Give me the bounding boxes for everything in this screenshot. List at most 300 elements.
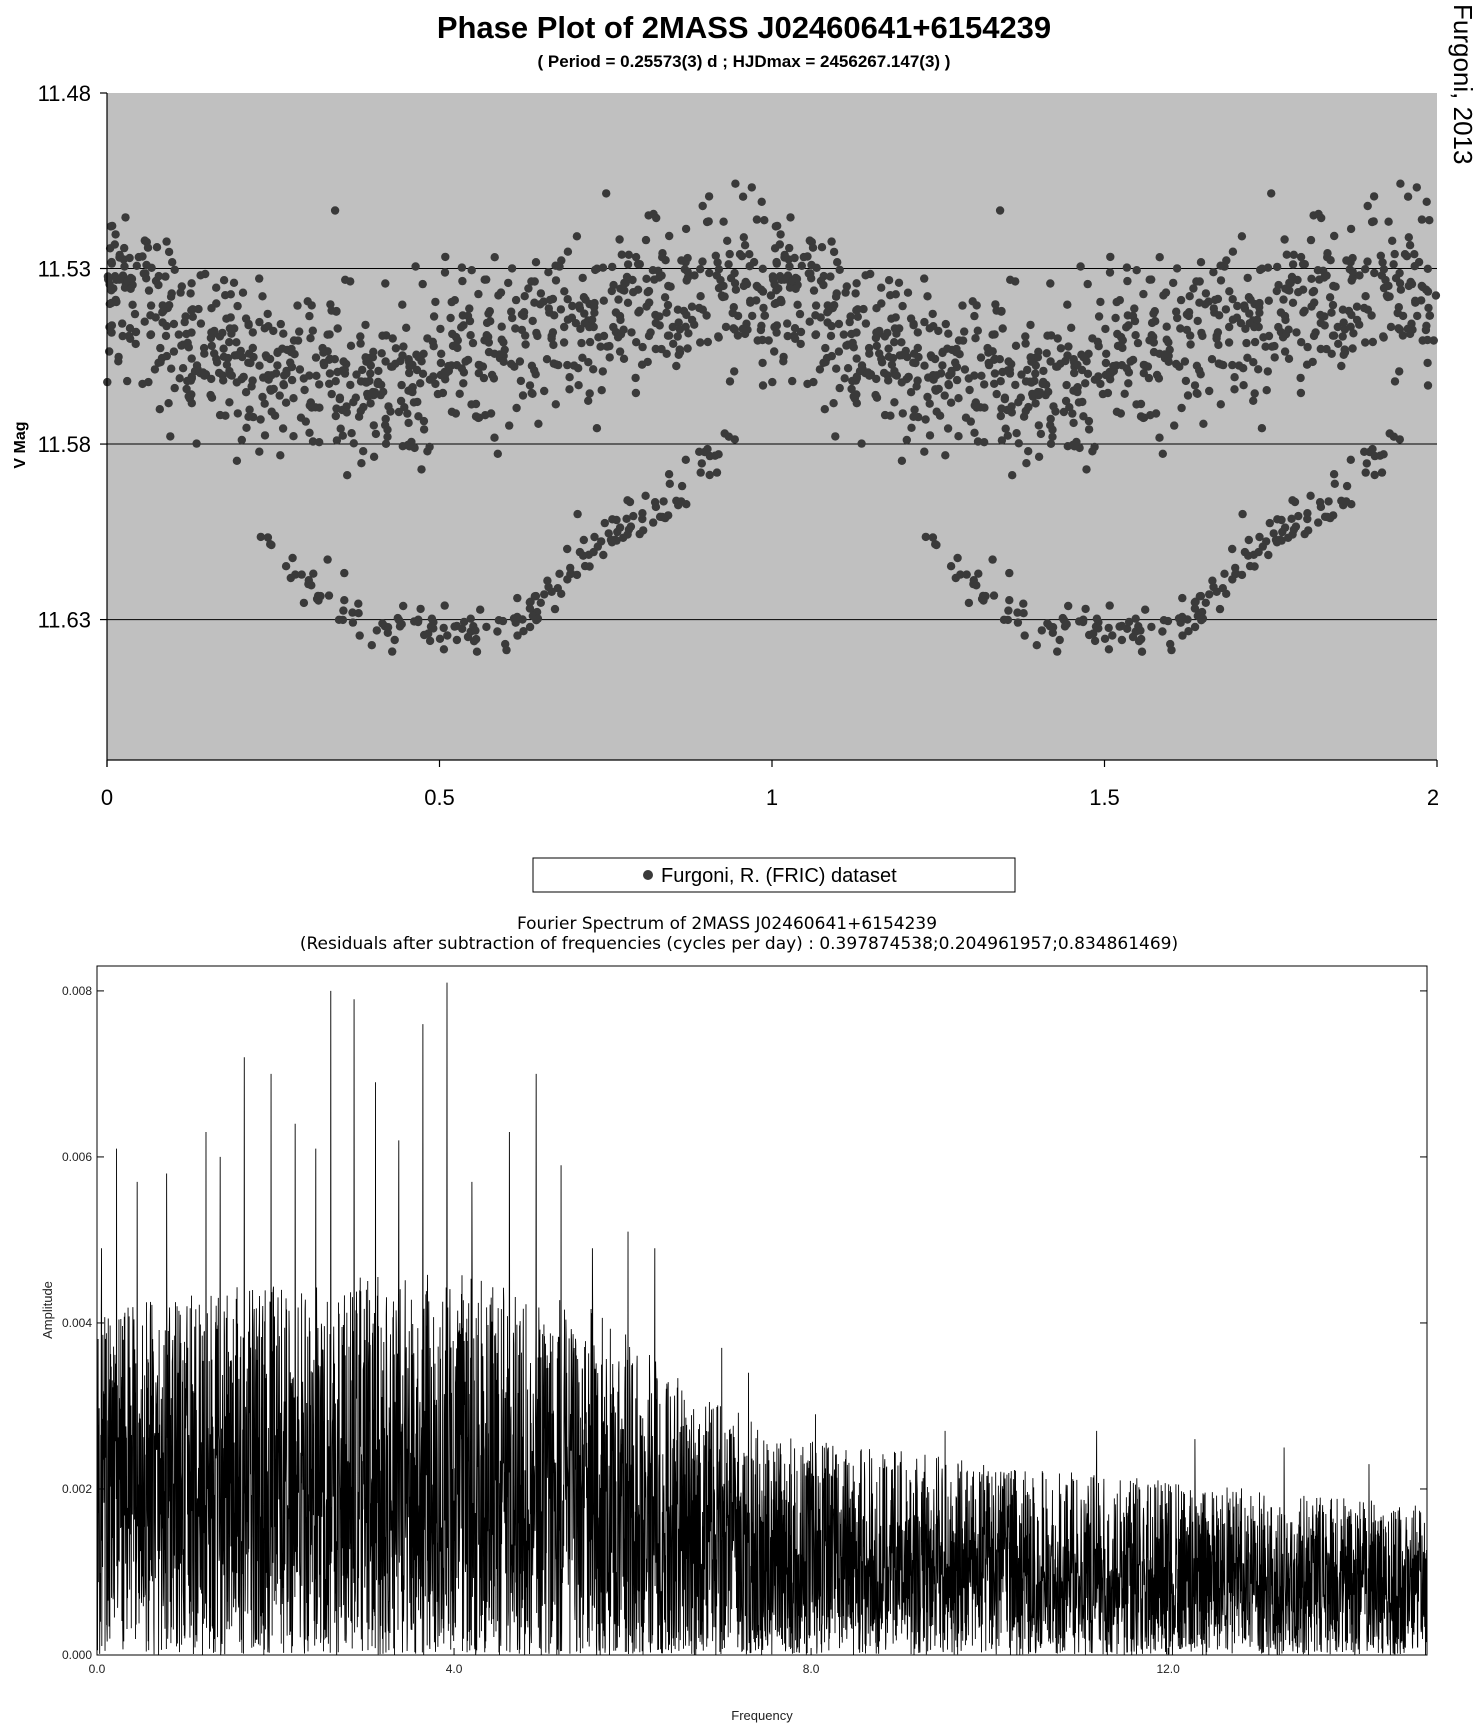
data-point <box>1314 518 1322 526</box>
data-point <box>698 257 706 265</box>
data-point <box>783 319 791 327</box>
data-point <box>989 347 997 355</box>
data-point <box>626 498 634 506</box>
data-point <box>1217 400 1225 408</box>
data-point <box>288 554 296 562</box>
data-point <box>920 318 928 326</box>
data-point <box>176 288 184 296</box>
data-point <box>255 318 263 326</box>
data-point <box>827 322 835 330</box>
data-point <box>926 400 934 408</box>
data-point <box>105 347 113 355</box>
data-point <box>343 471 351 479</box>
data-point <box>758 198 766 206</box>
data-point <box>300 374 308 382</box>
data-point <box>547 334 555 342</box>
data-point <box>1193 389 1201 397</box>
data-point <box>1233 314 1241 322</box>
data-point <box>464 633 472 641</box>
data-point <box>1355 321 1363 329</box>
phase-plot-area <box>107 93 1437 760</box>
data-point <box>608 538 616 546</box>
data-point <box>1240 301 1248 309</box>
data-point <box>225 338 233 346</box>
data-point <box>386 407 394 415</box>
data-point <box>806 318 814 326</box>
data-point <box>798 262 806 270</box>
data-point <box>1251 338 1259 346</box>
data-point <box>739 193 747 201</box>
data-point <box>1425 216 1433 224</box>
data-point <box>662 309 670 317</box>
data-point <box>619 534 627 542</box>
data-point <box>674 306 682 314</box>
data-point <box>1238 510 1246 518</box>
x-tick-label: 8.0 <box>802 1662 820 1676</box>
data-point <box>533 332 541 340</box>
data-point <box>1330 470 1338 478</box>
data-point <box>851 289 859 297</box>
data-point <box>952 574 960 582</box>
data-point <box>171 384 179 392</box>
data-point <box>872 304 880 312</box>
data-point <box>1085 631 1093 639</box>
data-point <box>892 290 900 298</box>
data-point <box>552 276 560 284</box>
data-point <box>575 301 583 309</box>
data-point <box>827 332 835 340</box>
data-point <box>443 631 451 639</box>
data-point <box>497 288 505 296</box>
data-point <box>1418 215 1426 223</box>
data-point <box>1238 571 1246 579</box>
spectrum-y-axis-label: Amplitude <box>40 1281 55 1339</box>
data-point <box>634 286 642 294</box>
data-point <box>472 400 480 408</box>
data-point <box>589 365 597 373</box>
data-point <box>844 341 852 349</box>
data-point <box>854 305 862 313</box>
data-point <box>1105 645 1113 653</box>
data-point <box>1006 366 1014 374</box>
data-point <box>598 386 606 394</box>
y-tick-label: 0.008 <box>61 983 92 998</box>
data-point <box>1265 297 1273 305</box>
data-point <box>107 328 115 336</box>
data-point <box>1043 349 1051 357</box>
data-point <box>970 312 978 320</box>
data-point <box>1264 367 1272 375</box>
data-point <box>1147 275 1155 283</box>
data-point <box>907 388 915 396</box>
data-point <box>1012 342 1020 350</box>
data-point <box>898 302 906 310</box>
data-point <box>1217 276 1225 284</box>
data-point <box>1125 618 1133 626</box>
data-point <box>675 351 683 359</box>
data-point <box>249 344 257 352</box>
data-point <box>186 289 194 297</box>
data-point <box>1424 265 1432 273</box>
data-point <box>581 562 589 570</box>
data-point <box>1384 218 1392 226</box>
data-point <box>315 380 323 388</box>
data-point <box>165 248 173 256</box>
data-point <box>1239 364 1247 372</box>
data-point <box>1101 635 1109 643</box>
data-point <box>920 362 928 370</box>
data-point <box>1102 350 1110 358</box>
data-point <box>996 206 1004 214</box>
data-point <box>141 318 149 326</box>
data-point <box>748 312 756 320</box>
data-point <box>836 266 844 274</box>
data-point <box>665 331 673 339</box>
data-point <box>504 279 512 287</box>
data-point <box>119 332 127 340</box>
data-point <box>242 314 250 322</box>
data-point <box>841 374 849 382</box>
data-point <box>602 189 610 197</box>
data-point <box>494 450 502 458</box>
data-point <box>1137 400 1145 408</box>
data-point <box>112 298 120 306</box>
data-point <box>806 269 814 277</box>
data-point <box>123 377 131 385</box>
data-point <box>1391 250 1399 258</box>
data-point <box>632 253 640 261</box>
data-point <box>1297 253 1305 261</box>
data-point <box>786 213 794 221</box>
data-point <box>346 381 354 389</box>
data-point <box>326 369 334 377</box>
data-point <box>283 346 291 354</box>
data-point <box>1037 430 1045 438</box>
data-point <box>601 519 609 527</box>
data-point <box>1160 616 1168 624</box>
data-point <box>1371 471 1379 479</box>
data-point <box>1019 600 1027 608</box>
data-point <box>1314 210 1322 218</box>
data-point <box>369 348 377 356</box>
data-point <box>932 541 940 549</box>
data-point <box>616 523 624 531</box>
phase-plot-y-ticks <box>38 81 107 633</box>
data-point <box>1049 629 1057 637</box>
data-point <box>378 349 386 357</box>
data-point <box>1182 377 1190 385</box>
data-point <box>417 465 425 473</box>
data-point <box>954 432 962 440</box>
data-point <box>200 344 208 352</box>
data-point <box>420 631 428 639</box>
y-tick-label: 0.000 <box>61 1648 92 1662</box>
data-point <box>1038 626 1046 634</box>
data-point <box>965 374 973 382</box>
data-point <box>361 378 369 386</box>
data-point <box>1225 338 1233 346</box>
data-point <box>847 385 855 393</box>
data-point <box>496 350 504 358</box>
data-point <box>713 271 721 279</box>
data-point <box>632 389 640 397</box>
data-point <box>1139 290 1147 298</box>
data-point <box>430 342 438 350</box>
data-point <box>833 258 841 266</box>
data-point <box>753 215 761 223</box>
data-point <box>1051 407 1059 415</box>
data-point <box>1150 348 1158 356</box>
data-point <box>1369 338 1377 346</box>
data-point <box>585 323 593 331</box>
data-point <box>1422 322 1430 330</box>
data-point <box>414 353 422 361</box>
credit-text: Furgoni, 2013 <box>1448 4 1478 165</box>
data-point <box>877 355 885 363</box>
data-point <box>954 394 962 402</box>
data-point <box>519 391 527 399</box>
data-point <box>1147 623 1155 631</box>
data-point <box>703 218 711 226</box>
data-point <box>628 276 636 284</box>
data-point <box>1005 569 1013 577</box>
data-point <box>442 370 450 378</box>
data-point <box>1255 299 1263 307</box>
data-point <box>425 443 433 451</box>
data-point <box>1387 323 1395 331</box>
data-point <box>1209 268 1217 276</box>
data-point <box>677 497 685 505</box>
data-point <box>661 293 669 301</box>
data-point <box>536 300 544 308</box>
data-point <box>926 431 934 439</box>
data-point <box>818 243 826 251</box>
data-point <box>354 609 362 617</box>
data-point <box>282 369 290 377</box>
data-point <box>152 313 160 321</box>
data-point <box>1396 180 1404 188</box>
data-point <box>182 385 190 393</box>
data-point <box>1162 288 1170 296</box>
data-point <box>1361 292 1369 300</box>
data-point <box>366 369 374 377</box>
data-point <box>151 365 159 373</box>
data-point <box>126 335 134 343</box>
data-point <box>420 417 428 425</box>
data-point <box>1361 265 1369 273</box>
data-point <box>1158 627 1166 635</box>
data-point <box>1063 301 1071 309</box>
data-point <box>980 438 988 446</box>
data-point <box>481 411 489 419</box>
data-point <box>1254 548 1262 556</box>
data-point <box>731 180 739 188</box>
data-point <box>1330 331 1338 339</box>
data-point <box>170 320 178 328</box>
data-point <box>1225 323 1233 331</box>
data-point <box>267 371 275 379</box>
data-point <box>108 321 116 329</box>
data-point <box>1342 256 1350 264</box>
data-point <box>920 274 928 282</box>
data-point <box>1251 389 1259 397</box>
data-point <box>145 286 153 294</box>
data-point <box>892 313 900 321</box>
data-point <box>704 338 712 346</box>
data-point <box>677 256 685 264</box>
data-point <box>513 631 521 639</box>
data-point <box>608 263 616 271</box>
data-point <box>512 296 520 304</box>
data-point <box>682 225 690 233</box>
data-point <box>179 364 187 372</box>
data-point <box>791 335 799 343</box>
data-point <box>850 392 858 400</box>
data-point <box>817 313 825 321</box>
data-point <box>189 305 197 313</box>
data-point <box>388 362 396 370</box>
data-point <box>181 312 189 320</box>
data-point <box>948 346 956 354</box>
data-point <box>1081 605 1089 613</box>
data-point <box>381 279 389 287</box>
data-point <box>314 596 322 604</box>
data-point <box>1159 450 1167 458</box>
data-point <box>1423 359 1431 367</box>
data-point <box>162 322 170 330</box>
data-point <box>1385 292 1393 300</box>
data-point <box>304 297 312 305</box>
data-point <box>170 347 178 355</box>
data-point <box>991 369 999 377</box>
data-point <box>1239 381 1247 389</box>
data-point <box>326 355 334 363</box>
data-point <box>484 309 492 317</box>
data-point <box>1085 425 1093 433</box>
data-point <box>528 362 536 370</box>
data-point <box>835 320 843 328</box>
data-point <box>1268 342 1276 350</box>
data-point <box>593 424 601 432</box>
data-point <box>1191 623 1199 631</box>
data-point <box>833 289 841 297</box>
data-point <box>1005 596 1013 604</box>
data-point <box>1186 331 1194 339</box>
data-point <box>1246 562 1254 570</box>
data-point <box>884 345 892 353</box>
x-tick-label: 1.5 <box>1089 785 1120 810</box>
data-point <box>1095 312 1103 320</box>
data-point <box>1347 225 1355 233</box>
data-point <box>1163 323 1171 331</box>
data-point <box>939 348 947 356</box>
phase-plot-title: Phase Plot of 2MASS J02460641+6154239 <box>436 10 1052 45</box>
data-point <box>577 339 585 347</box>
data-point <box>357 407 365 415</box>
data-point <box>1004 357 1012 365</box>
data-point <box>296 365 304 373</box>
data-point <box>1202 289 1210 297</box>
data-point <box>1012 429 1020 437</box>
data-point <box>233 457 241 465</box>
data-point <box>288 376 296 384</box>
data-point <box>279 330 287 338</box>
data-point <box>1123 263 1131 271</box>
data-point <box>1273 538 1281 546</box>
data-point <box>669 340 677 348</box>
data-point <box>1134 339 1142 347</box>
data-point <box>490 374 498 382</box>
data-point <box>1419 336 1427 344</box>
data-point <box>1284 534 1292 542</box>
data-point <box>627 328 635 336</box>
data-point <box>1061 357 1069 365</box>
data-point <box>361 353 369 361</box>
data-point <box>1170 421 1178 429</box>
data-point <box>216 411 224 419</box>
data-point <box>1020 631 1028 639</box>
data-point <box>1197 370 1205 378</box>
data-point <box>897 338 905 346</box>
data-point <box>784 332 792 340</box>
data-point <box>1004 616 1012 624</box>
data-point <box>1264 551 1272 559</box>
data-point <box>820 272 828 280</box>
data-point <box>608 515 616 523</box>
data-point <box>690 321 698 329</box>
data-point <box>665 232 673 240</box>
data-point <box>1285 279 1293 287</box>
data-point <box>531 277 539 285</box>
data-point <box>732 286 740 294</box>
data-point <box>1327 309 1335 317</box>
data-point <box>524 284 532 292</box>
data-point <box>1273 515 1281 523</box>
data-point <box>405 369 413 377</box>
data-point <box>857 439 865 447</box>
data-point <box>182 330 190 338</box>
data-point <box>234 409 242 417</box>
data-point <box>1076 262 1084 270</box>
data-point <box>244 359 252 367</box>
phase-plot-x-ticks <box>101 760 1439 810</box>
fourier-spectrum <box>40 914 1427 1723</box>
data-point <box>1008 471 1016 479</box>
data-point <box>286 358 294 366</box>
data-point <box>862 319 870 327</box>
data-point <box>193 361 201 369</box>
data-point <box>1326 514 1334 522</box>
data-point <box>212 284 220 292</box>
data-point <box>1129 633 1137 641</box>
data-point <box>574 364 582 372</box>
data-point <box>1229 248 1237 256</box>
data-point <box>1243 354 1251 362</box>
data-point <box>1225 287 1233 295</box>
data-point <box>309 570 317 578</box>
data-point <box>1185 312 1193 320</box>
data-point <box>776 230 784 238</box>
data-point <box>1048 433 1056 441</box>
data-point <box>1208 355 1216 363</box>
legend-label: Furgoni, R. (FRIC) dataset <box>661 865 897 887</box>
data-point <box>1341 325 1349 333</box>
data-point <box>844 364 852 372</box>
data-point <box>1106 601 1114 609</box>
data-point <box>381 357 389 365</box>
data-point <box>352 394 360 402</box>
data-point <box>993 390 1001 398</box>
